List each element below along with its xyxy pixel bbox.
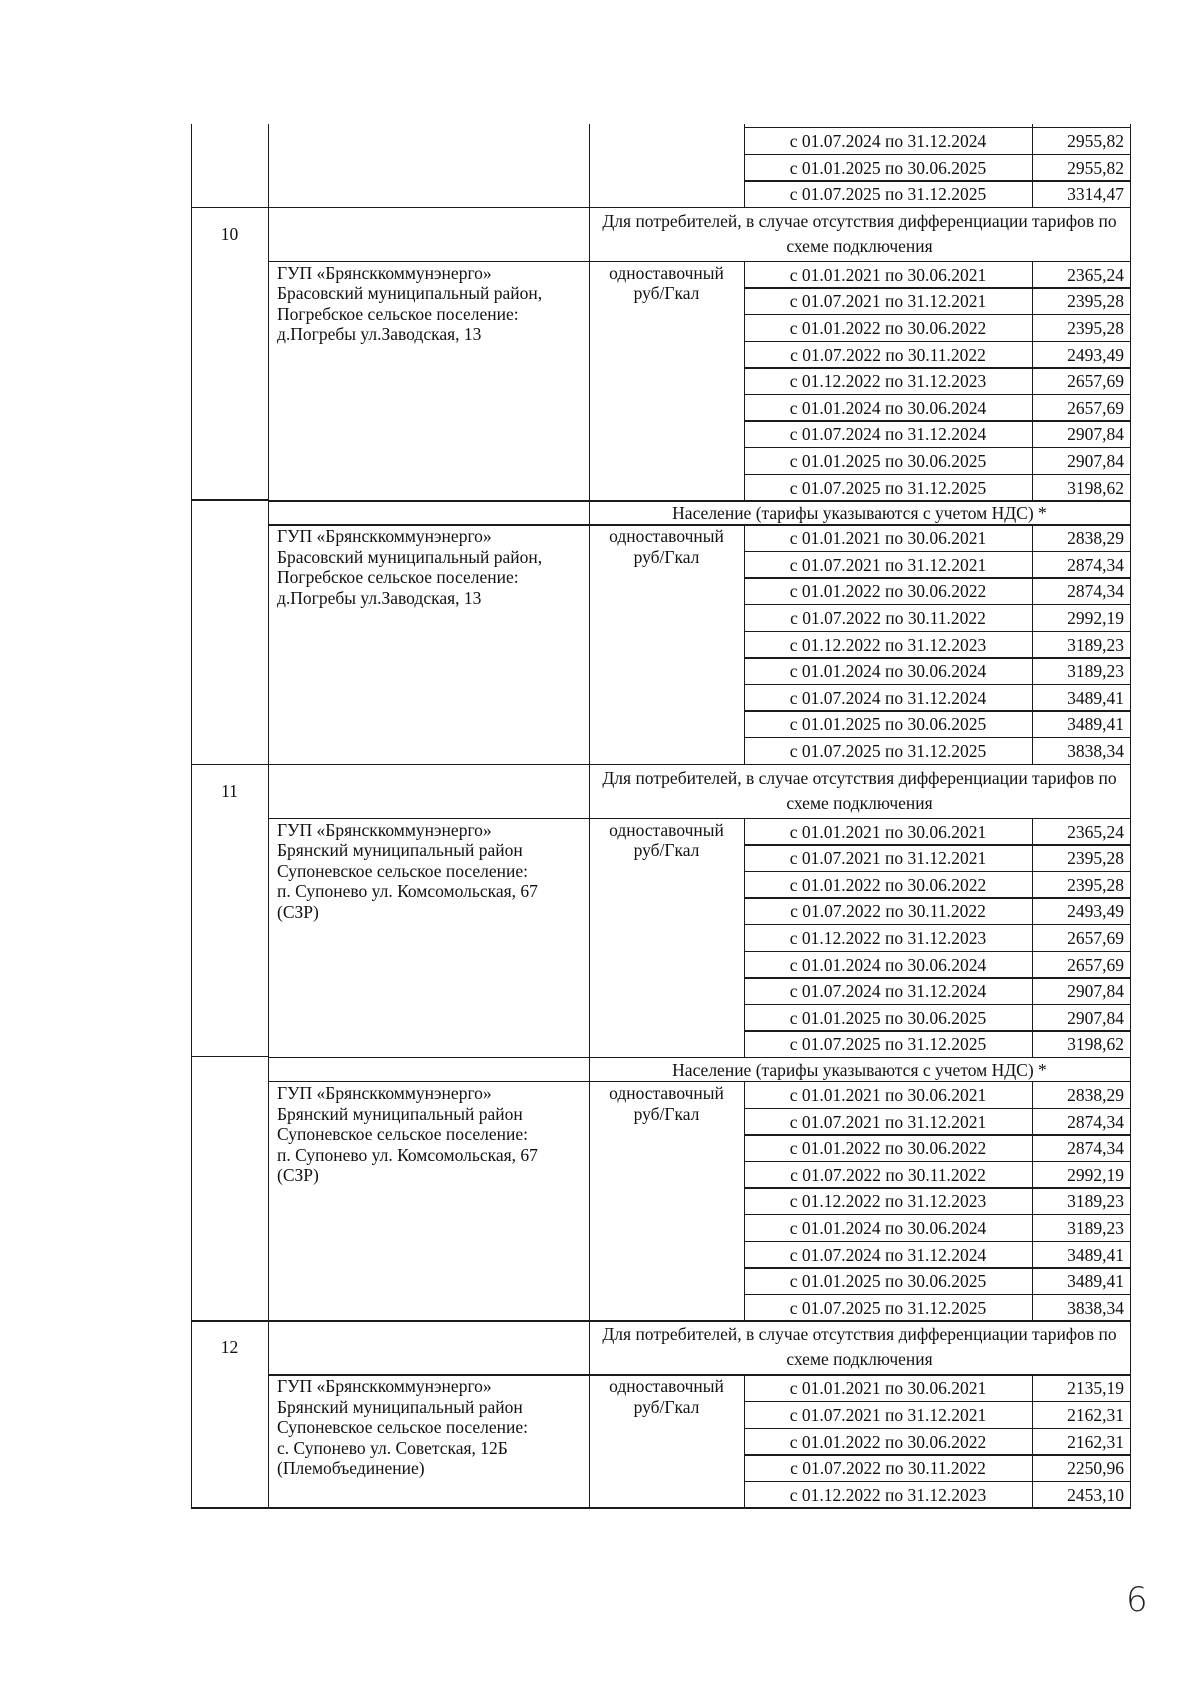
column-border — [744, 261, 745, 500]
page-number: 6 — [1126, 1580, 1148, 1620]
tariff-row-border — [744, 180, 1130, 181]
column-border — [268, 524, 269, 763]
section-number: 11 — [221, 780, 238, 801]
tariff-row-border — [744, 897, 1130, 898]
tariff-value: 3838,34 — [1067, 741, 1124, 761]
tariff-period: с 01.01.2021 по 30.06.2021 — [789, 821, 987, 842]
tariff-row-border — [744, 1454, 1130, 1455]
column-border — [1130, 1057, 1131, 1081]
tariff-row-border — [744, 577, 1130, 578]
tariff-value: 2453,10 — [1067, 1484, 1124, 1505]
tariff-row-border — [744, 1004, 1130, 1005]
tariff-type-line: руб/Гкал — [633, 546, 700, 567]
tariff-value: 3189,23 — [1067, 661, 1124, 682]
tariff-value: 3189,23 — [1067, 634, 1124, 655]
tariff-period: с 01.07.2025 по 31.12.2025 — [789, 184, 987, 205]
column-border — [589, 261, 590, 500]
category-header: Население (тарифы указываются с учетом НДС) * — [672, 503, 1047, 524]
column-border — [191, 124, 192, 207]
column-border — [191, 207, 192, 261]
tariff-period: с 01.07.2021 по 31.12.2021 — [789, 1111, 987, 1132]
column-border — [589, 207, 590, 261]
tariff-period: с 01.07.2025 по 31.12.2025 — [789, 477, 987, 498]
tariff-row-border — [744, 127, 1130, 128]
tariff-type-line: руб/Гкал — [633, 283, 700, 304]
column-border — [1032, 818, 1033, 1057]
tariff-value: 2907,84 — [1067, 981, 1124, 1002]
tariff-value: 2493,49 — [1067, 901, 1124, 922]
column-border — [589, 764, 590, 818]
column-border — [744, 818, 745, 1057]
organization-line: Брянский муниципальный район — [277, 840, 523, 861]
column-border — [268, 764, 269, 818]
tariff-type-line: одноставочный — [609, 1083, 724, 1103]
tariff-period: с 01.01.2022 по 30.06.2022 — [789, 581, 987, 602]
tariff-value: 2874,34 — [1067, 581, 1124, 602]
tariff-period: с 01.01.2025 по 30.06.2025 — [789, 157, 987, 178]
organization-line: (СЗР) — [277, 901, 319, 922]
column-border — [589, 818, 590, 1057]
tariff-value: 3189,23 — [1067, 1218, 1124, 1238]
column-border — [589, 1320, 590, 1374]
tariff-type-line: руб/Гкал — [633, 1103, 700, 1124]
tariff-period: с 01.01.2022 по 30.06.2022 — [789, 874, 987, 895]
tariff-value: 3489,41 — [1067, 1271, 1124, 1292]
tariff-period: с 01.07.2025 по 31.12.2025 — [789, 1297, 987, 1318]
tariff-row-border — [744, 1428, 1130, 1429]
tariff-period: с 01.01.2024 по 30.06.2024 — [789, 661, 987, 682]
tariff-value: 2395,28 — [1067, 318, 1124, 338]
category-header: Для потребителей, в случае отсутствия дифференциации тарифов по схеме подключения — [602, 210, 1117, 256]
tariff-value: 2657,69 — [1067, 371, 1124, 392]
tariff-value: 2493,49 — [1067, 344, 1124, 365]
tariff-row-border — [744, 474, 1130, 475]
tariff-row-border — [744, 1241, 1130, 1242]
organization-line: Погребское сельское поселение: — [277, 303, 519, 324]
column-border — [268, 1081, 269, 1320]
tariff-value: 3489,41 — [1067, 687, 1124, 708]
tariff-period: с 01.07.2021 по 31.12.2021 — [789, 1405, 987, 1425]
column-border — [268, 1057, 269, 1081]
tariff-value: 2365,24 — [1067, 264, 1124, 285]
tariff-row-border — [744, 684, 1130, 685]
tariff-value: 2365,24 — [1067, 821, 1124, 842]
tariff-row-border — [744, 1187, 1130, 1188]
tariff-period: с 01.01.2022 по 30.06.2022 — [789, 1431, 987, 1452]
tariff-row-border — [744, 287, 1130, 288]
tariff-period: с 01.01.2021 по 30.06.2021 — [789, 1085, 987, 1105]
organization-line: ГУП «Брянсккоммунэнерго» — [277, 1083, 492, 1103]
tariff-period: с 01.07.2021 по 31.12.2021 — [789, 554, 987, 575]
tariff-period: с 01.01.2025 по 30.06.2025 — [789, 714, 987, 735]
column-border — [744, 1081, 745, 1320]
column-border — [589, 1081, 590, 1320]
tariff-row-border — [744, 420, 1130, 421]
tariff-row-border — [744, 844, 1130, 845]
column-border — [1032, 1374, 1033, 1507]
tariff-row-border — [744, 1481, 1130, 1482]
tariff-value: 2395,28 — [1067, 874, 1124, 895]
tariff-period: с 01.01.2021 по 30.06.2021 — [789, 528, 987, 549]
tariff-value: 2657,69 — [1067, 954, 1124, 975]
section-border-left — [191, 499, 268, 500]
tariff-row-border — [744, 447, 1130, 448]
column-border — [268, 124, 269, 207]
organization-line: Погребское сельское поселение: — [277, 567, 519, 588]
tariff-period: с 01.01.2025 по 30.06.2025 — [789, 1271, 987, 1292]
column-border — [191, 1057, 192, 1081]
tariff-type-line: руб/Гкал — [633, 1396, 700, 1417]
tariff-type-line: одноставочный — [609, 819, 724, 840]
tariff-row-border — [744, 737, 1130, 738]
tariff-value: 3489,41 — [1067, 714, 1124, 735]
section-number: 10 — [220, 223, 239, 244]
tariff-value: 2838,29 — [1067, 528, 1124, 549]
column-border — [268, 1374, 269, 1507]
tariff-row-border — [744, 1030, 1130, 1031]
tariff-period: с 01.07.2025 по 31.12.2025 — [789, 741, 987, 761]
column-border — [744, 1374, 745, 1507]
column-border — [1032, 124, 1033, 207]
organization-line: с. Супонево ул. Советская, 12Б — [277, 1437, 508, 1458]
tariff-value: 2907,84 — [1067, 451, 1124, 471]
tariff-period: с 01.01.2021 по 30.06.2021 — [789, 1378, 987, 1399]
organization-line: Брянский муниципальный район — [277, 1103, 523, 1124]
tariff-row-border — [744, 367, 1130, 368]
tariff-row-border — [744, 1401, 1130, 1402]
column-border — [268, 818, 269, 1057]
column-border — [1130, 818, 1131, 1057]
tariff-row-border — [744, 951, 1130, 952]
tariff-value: 2992,19 — [1067, 1164, 1124, 1185]
tariff-period: с 01.07.2021 по 31.12.2021 — [789, 291, 987, 312]
tariff-period: с 01.07.2024 по 31.12.2024 — [789, 981, 987, 1002]
tariff-period: с 01.12.2022 по 31.12.2023 — [789, 371, 987, 392]
tariff-value: 2657,69 — [1067, 928, 1124, 948]
tariff-period: с 01.07.2022 по 30.11.2022 — [790, 901, 986, 922]
column-border — [191, 1320, 192, 1374]
tariff-value: 2162,31 — [1067, 1405, 1124, 1425]
tariff-row-border — [744, 977, 1130, 978]
tariff-period: с 01.12.2022 по 31.12.2023 — [789, 634, 987, 655]
tariff-value: 2955,82 — [1067, 131, 1124, 151]
organization-line: Супоневское сельское поселение: — [277, 1124, 528, 1144]
tariff-row-border — [744, 710, 1130, 711]
tariff-period: с 01.07.2024 по 31.12.2024 — [789, 424, 987, 445]
column-border — [744, 524, 745, 763]
category-header: Для потребителей, в случае отсутствия дифференциации тарифов по схеме подключения — [602, 767, 1117, 813]
tariff-period: с 01.07.2021 по 31.12.2021 — [789, 848, 987, 869]
organization-line: п. Супонево ул. Комсомольская, 67 — [277, 881, 538, 902]
column-border — [1130, 207, 1131, 261]
column-border — [191, 1374, 192, 1507]
organization-line: Брянский муниципальный район — [277, 1396, 523, 1417]
tariff-period: с 01.01.2022 по 30.06.2022 — [789, 318, 987, 338]
tariff-value: 3314,47 — [1067, 184, 1124, 205]
column-border — [589, 524, 590, 763]
organization-line: (СЗР) — [277, 1165, 319, 1185]
tariff-value: 2955,82 — [1067, 157, 1124, 178]
tariff-row-border — [744, 871, 1130, 872]
tariff-value: 2135,19 — [1067, 1378, 1124, 1399]
tariff-period: с 01.01.2024 по 30.06.2024 — [789, 397, 987, 418]
column-border — [1130, 124, 1131, 207]
tariff-period: с 01.07.2022 по 30.11.2022 — [790, 344, 986, 365]
tariff-value: 2874,34 — [1067, 554, 1124, 575]
column-border — [1130, 1374, 1131, 1507]
column-border — [1130, 261, 1131, 500]
tariff-period: с 01.07.2024 по 31.12.2024 — [789, 687, 987, 708]
tariff-row-border — [744, 551, 1130, 552]
tariff-row-border — [744, 1081, 1130, 1082]
tariff-row-border — [744, 818, 1130, 819]
tariff-period: с 01.07.2025 по 31.12.2025 — [789, 1034, 987, 1055]
tariff-value: 2874,34 — [1067, 1111, 1124, 1132]
tariff-row-border — [744, 394, 1130, 395]
tariff-value: 2838,29 — [1067, 1085, 1124, 1105]
column-border — [191, 1081, 192, 1320]
column-border — [268, 1320, 269, 1374]
category-header: Население (тарифы указываются с учетом НДС) * — [672, 1060, 1047, 1080]
tariff-row-border — [744, 1374, 1130, 1375]
tariff-value: 3838,34 — [1067, 1297, 1124, 1318]
section-border-left — [191, 1056, 268, 1057]
column-border — [191, 818, 192, 1057]
tariff-period: с 01.01.2024 по 30.06.2024 — [789, 954, 987, 975]
organization-line: Супоневское сельское поселение: — [277, 1417, 528, 1438]
tariff-row-border — [744, 604, 1130, 605]
tariff-row-border — [744, 1161, 1130, 1162]
tariff-period: с 01.12.2022 по 31.12.2023 — [789, 1484, 987, 1505]
column-border — [191, 524, 192, 763]
column-border — [191, 500, 192, 524]
tariff-value: 2250,96 — [1067, 1458, 1124, 1479]
column-border — [191, 261, 192, 500]
column-border — [1032, 261, 1033, 500]
tariff-period: с 01.12.2022 по 31.12.2023 — [789, 928, 987, 948]
tariff-value: 2395,28 — [1067, 291, 1124, 312]
tariff-period: с 01.07.2022 по 30.11.2022 — [790, 1164, 986, 1185]
column-border — [1130, 764, 1131, 818]
tariff-row-border — [744, 924, 1130, 925]
column-border — [268, 261, 269, 500]
tariff-row-border — [744, 631, 1130, 632]
organization-line: Брасовский муниципальный район, — [277, 283, 543, 304]
tariff-row-border — [744, 1267, 1130, 1268]
organization-line: ГУП «Брянсккоммунэнерго» — [277, 262, 492, 283]
column-border — [1130, 1081, 1131, 1320]
tariff-type-line: одноставочный — [609, 262, 724, 283]
tariff-value: 3198,62 — [1067, 477, 1124, 498]
column-border — [589, 500, 590, 524]
column-border — [1130, 524, 1131, 763]
tariff-value: 2992,19 — [1067, 608, 1124, 628]
tariff-type-line: одноставочный — [609, 1376, 724, 1397]
organization-line: Супоневское сельское поселение: — [277, 860, 528, 881]
tariff-row-border — [744, 314, 1130, 315]
column-border — [1130, 1320, 1131, 1374]
tariff-value: 2657,69 — [1067, 397, 1124, 418]
organization-line: п. Супонево ул. Комсомольская, 67 — [277, 1144, 538, 1165]
organization-line: (Племобъединение) — [277, 1458, 425, 1479]
tariff-row-border — [744, 341, 1130, 342]
category-header: Для потребителей, в случае отсутствия дифференциации тарифов по схеме подключения — [602, 1324, 1117, 1370]
column-border — [589, 124, 590, 207]
tariff-period: с 01.07.2024 по 31.12.2024 — [789, 1244, 987, 1265]
section-border — [191, 1507, 1131, 1508]
tariff-row-border — [744, 154, 1130, 155]
tariff-period: с 01.07.2022 по 30.11.2022 — [790, 608, 986, 628]
tariff-period: с 01.12.2022 по 31.12.2023 — [789, 1191, 987, 1212]
tariff-value: 3489,41 — [1067, 1244, 1124, 1265]
column-border — [1032, 524, 1033, 763]
tariff-value: 3189,23 — [1067, 1191, 1124, 1212]
tariff-period: с 01.01.2025 по 30.06.2025 — [789, 451, 987, 471]
tariff-row-border — [744, 657, 1130, 658]
tariff-period: с 01.01.2021 по 30.06.2021 — [789, 264, 987, 285]
tariff-row-border — [744, 1294, 1130, 1295]
column-border — [1032, 1081, 1033, 1320]
tariff-period: с 01.01.2022 по 30.06.2022 — [789, 1138, 987, 1159]
tariff-type-line: руб/Гкал — [633, 840, 700, 861]
organization-line: д.Погребы ул.Заводская, 13 — [277, 587, 482, 608]
column-border — [191, 764, 192, 818]
tariff-row-border — [744, 1134, 1130, 1135]
tariff-value: 2907,84 — [1067, 424, 1124, 445]
column-border — [589, 1374, 590, 1507]
tariff-period: с 01.07.2024 по 31.12.2024 — [789, 131, 987, 151]
tariff-type-line: одноставочный — [609, 526, 724, 547]
column-border — [589, 1057, 590, 1081]
organization-line: Брасовский муниципальный район, — [277, 546, 543, 567]
tariff-value: 2162,31 — [1067, 1431, 1124, 1452]
tariff-value: 2907,84 — [1067, 1007, 1124, 1028]
tariff-period: с 01.01.2025 по 30.06.2025 — [789, 1007, 987, 1028]
organization-line: ГУП «Брянсккоммунэнерго» — [277, 819, 492, 840]
tariff-value: 2874,34 — [1067, 1138, 1124, 1159]
column-border — [744, 124, 745, 207]
tariff-row-border — [744, 1108, 1130, 1109]
column-border — [268, 207, 269, 261]
column-border — [268, 500, 269, 524]
tariff-row-border — [744, 1214, 1130, 1215]
organization-line: ГУП «Брянсккоммунэнерго» — [277, 1376, 492, 1397]
section-number: 12 — [220, 1337, 239, 1358]
tariff-value: 3198,62 — [1067, 1034, 1124, 1055]
organization-line: д.Погребы ул.Заводская, 13 — [277, 324, 482, 345]
column-border — [1130, 500, 1131, 524]
tariff-period: с 01.07.2022 по 30.11.2022 — [790, 1458, 986, 1479]
tariff-value: 2395,28 — [1067, 848, 1124, 869]
tariff-period: с 01.01.2024 по 30.06.2024 — [789, 1218, 987, 1238]
tariff-row-border — [744, 261, 1130, 262]
tariff-row-border — [744, 524, 1130, 525]
organization-line: ГУП «Брянсккоммунэнерго» — [277, 526, 492, 547]
